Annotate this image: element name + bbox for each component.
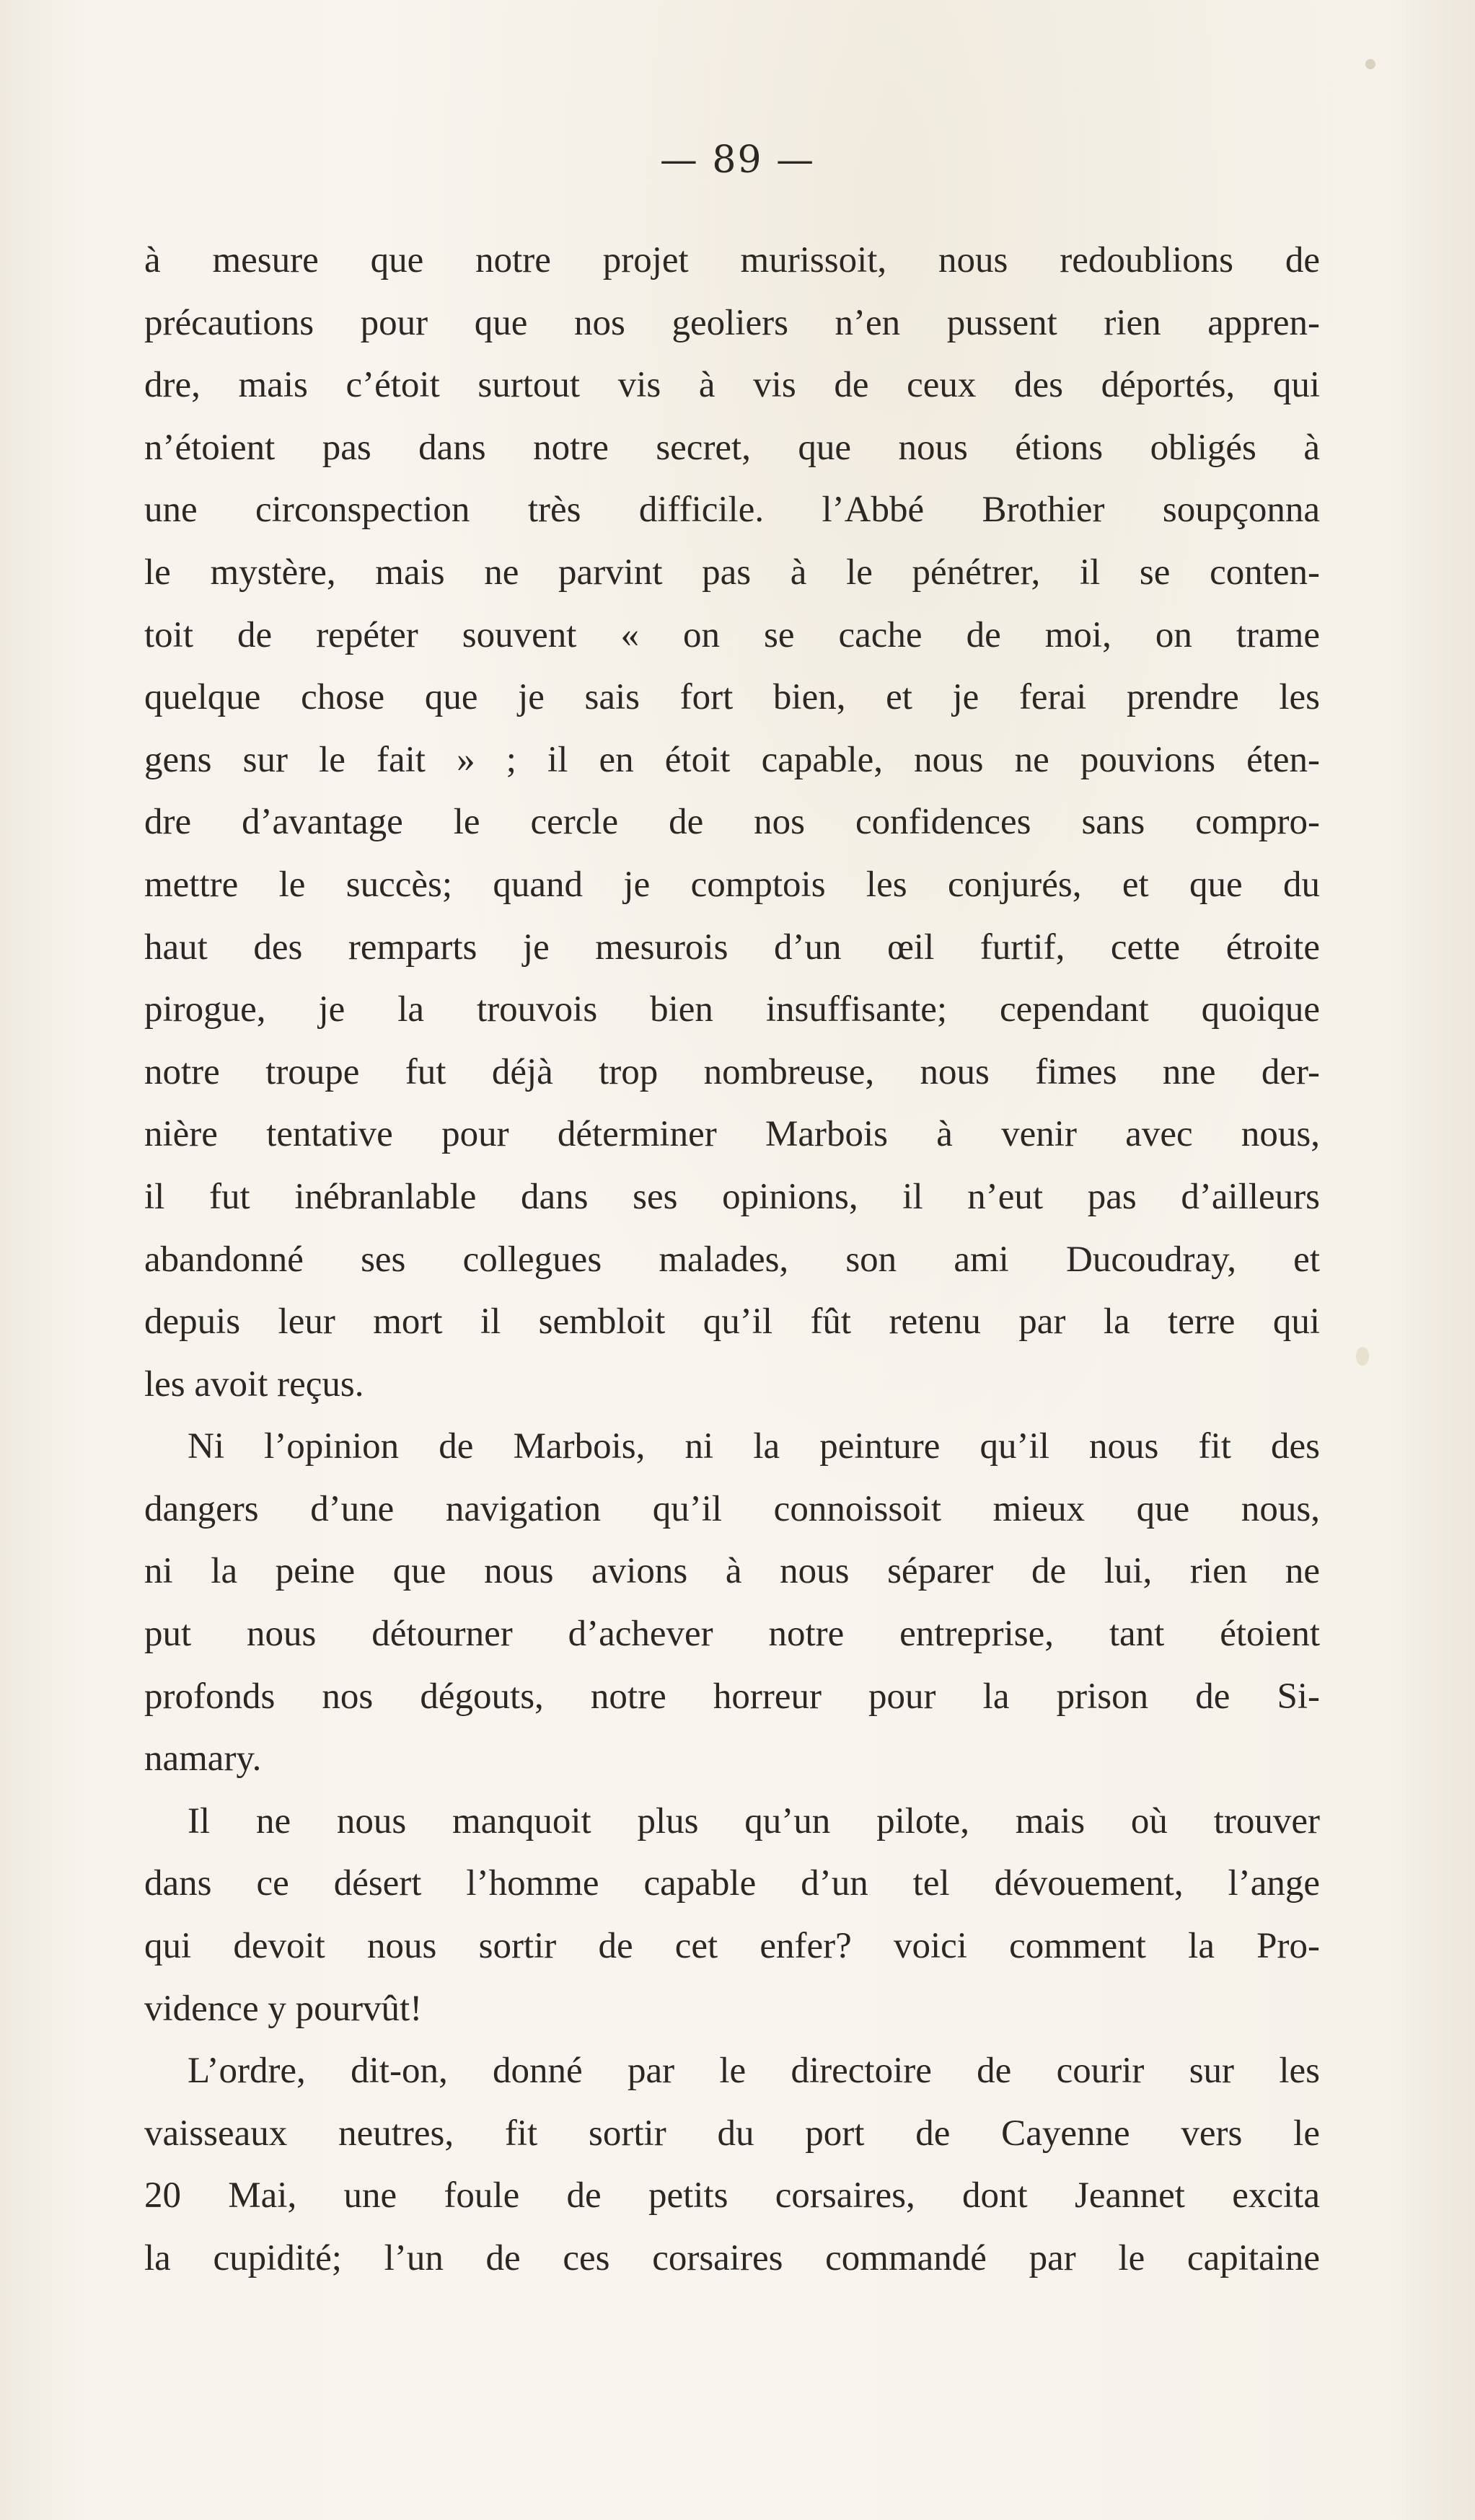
text-line: dans ce désert l’homme capable d’un tel dévouement, l’ange: [144, 1863, 1320, 1904]
text-line: haut des remparts je mesurois d’un œil furtif, cette étroite: [144, 927, 1320, 968]
text-line: depuis leur mort il sembloit qu’il fût retenu par la terre qui: [144, 1301, 1320, 1343]
text-line: le mystère, mais ne parvint pas à le pénétrer, il se conten-: [144, 552, 1320, 593]
text-line: précautions pour que nos geoliers n’en pussent rien appren-: [144, 302, 1320, 343]
text-line: pirogue, je la trouvois bien insuffisante; cependant quoique: [144, 989, 1320, 1030]
text-line: notre troupe fut déjà trop nombreuse, nous fimes nne der-: [144, 1051, 1320, 1092]
text-line: abandonné ses collegues malades, son ami Ducoudray, et: [144, 1239, 1320, 1280]
text-line: mettre le succès; quand je comptois les conjurés, et que du: [144, 864, 1320, 905]
text-line: profonds nos dégouts, notre horreur pour la prison de Si-: [144, 1676, 1320, 1717]
text-line: dre, mais c’étoit surtout vis à vis de ceux des déportés, qui: [144, 365, 1320, 406]
text-line: dre d’avantage le cercle de nos confidences sans compro-: [144, 802, 1320, 843]
text-line: vaisseaux neutres, fit sortir du port de Cayenne vers le: [144, 2113, 1320, 2154]
text-line: vidence y pourvût!: [144, 1988, 423, 2029]
text-line: L’ordre, dit-on, donné par le directoire de courir sur les: [188, 2051, 1320, 2092]
text-line: à mesure que notre projet murissoit, nous redoublions de: [144, 240, 1320, 280]
body-text: [144, 229, 1320, 2290]
text-line: qui devoit nous sortir de cet enfer? voici comment la Pro-: [144, 1926, 1320, 1967]
text-line: ni la peine que nous avions à nous séparer de lui, rien ne: [144, 1551, 1320, 1592]
text-line: la cupidité; l’un de ces corsaires commandé par le capitaine: [144, 2238, 1320, 2278]
text-line: nière tentative pour déterminer Marbois à venir avec nous,: [144, 1114, 1320, 1155]
text-line: dangers d’une navigation qu’il connoissoit mieux que nous,: [144, 1488, 1320, 1529]
text-line: gens sur le fait » ; il en étoit capable, nous ne pouvions éten-: [144, 739, 1320, 780]
text-line: put nous détourner d’achever notre entreprise, tant étoient: [144, 1614, 1320, 1655]
text-line: les avoit reçus.: [144, 1363, 364, 1405]
foxing-spot: [1356, 1347, 1369, 1366]
text-line: il fut inébranlable dans ses opinions, il n’eut pas d’ailleurs: [144, 1176, 1320, 1217]
text-line: Ni l’opinion de Marbois, ni la peinture qu’il nous fit des: [188, 1426, 1320, 1467]
text-line: 20 Mai, une foule de petits corsaires, dont Jeannet excita: [144, 2175, 1320, 2216]
text-line: namary.: [144, 1738, 262, 1780]
text-line: n’étoient pas dans notre secret, que nous étions obligés à: [144, 427, 1320, 468]
text-line: toit de repéter souvent « on se cache de moi, on trame: [144, 614, 1320, 655]
text-line: quelque chose que je sais fort bien, et je ferai prendre les: [144, 677, 1320, 718]
text-line: Il ne nous manquoit plus qu’un pilote, mais où trouver: [188, 1800, 1320, 1842]
foxing-spot: [1365, 59, 1375, 69]
text-line: une circonspection très difficile. l’Abbé Brothier soupçonna: [144, 490, 1320, 531]
page-number: — 89 —: [659, 138, 816, 182]
